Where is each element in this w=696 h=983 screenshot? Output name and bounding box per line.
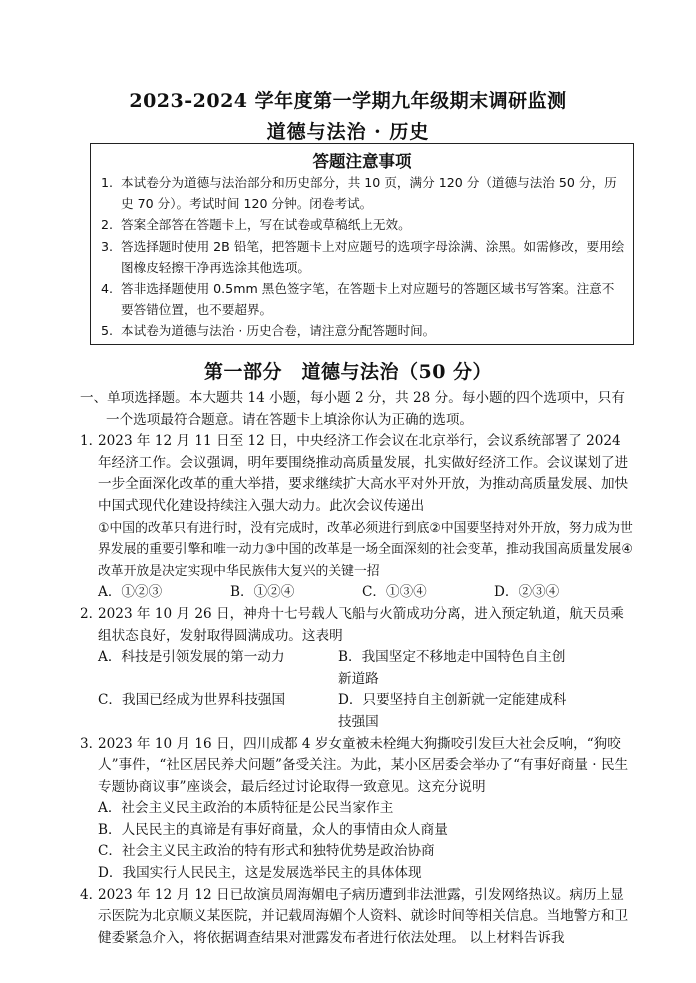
option-d: D．②③④ [494,584,560,601]
option-a: A．社会主义民主政治的本质特征是公民当家作主 [98,800,394,817]
question-1 [80,431,636,604]
notice-item-number: 4. [101,281,114,297]
options-row [98,582,636,604]
option-a: A．①②③ [98,584,163,601]
options-row [98,647,636,690]
option-d: D．我国实行人民民主，这是发展选举民主的具体体现 [98,865,422,882]
notice-item-text: 答案全部答在答题卡上，写在试卷或草稿纸上无效。 [121,217,411,233]
option-c: C．我国已经成为世界科技强国 [98,692,286,709]
notice-item [91,214,633,235]
option-b: B．我国坚定不移地走中国特色自主创新道路 [338,649,566,687]
exam-title: 2023-2024 学年度第一学期九年级期末调研监测 [129,90,567,112]
question-statements: ①中国的改革只有进行时，没有完成时，改革必须进行到底②中国要坚持对外开放，努力成为世界发展的重要引擎和唯一动力③中国的改革是一场全面深刻的社会变革，推动我国高质量发展④改革开放是决定实现中华民族伟大复兴的关键一招 [98,520,633,579]
option-c: C．①③④ [362,584,427,601]
question-stem: 2023 年 12 月 12 日已故演员周海媚电子病历遭到非法泄露，引发网络热议。病历上显示医院为北京顺义某医院，并记载周海媚个人资料、就诊时间等相关信息。当地警方和卫健委紧急介入，将依据调查结果对泄露发布者进行依法处理。 以上材料告诉我 [98,886,629,946]
option-b: B．①②④ [230,584,295,601]
option-a: A．科技是引领发展的第一动力 [98,649,285,666]
questions-area [80,388,636,949]
notice-item-text: 答非选择题使用 0.5mm 黑色签字笔，在答题卡上对应题号的答题区域书写答案。注意不要答错位置，也不要超界。 [121,281,615,318]
question-number: 2． [80,605,103,622]
question-number: 1． [80,433,103,450]
notice-item [91,236,633,278]
notice-title: 答题注意事项 [312,152,412,171]
option-d: D．只要坚持自主创新就一定能建成科技强国 [338,692,567,730]
option-b: B．人民民主的真谛是有事好商量，众人的事情由众人商量 [98,821,448,838]
notice-item-number: 2. [101,217,114,233]
notice-item-number: 5. [101,323,114,339]
notice-item-text: 答选择题时使用 2B 铅笔，把答题卡上对应题号的选项字母涂满、涂黑。如需修改，要用绘图橡皮轻擦干净再选涂其他选项。 [121,238,625,275]
question-number: 3． [80,735,103,752]
notice-item [91,278,633,320]
section-instructions: 一、单项选择题。本大题共 14 小题，每小题 2 分，共 28 分。每小题的四个选项中，只有一个选项最符合题意。请在答题卡上填涂你认为正确的选项。 [80,390,625,428]
notice-item-text: 本试卷为道德与法治 · 历史合卷，请注意分配答题时间。 [121,323,436,339]
notice-list [91,172,633,342]
question-stem: 2023 年 10 月 26 日，神舟十七号载人飞船与火箭成功分离，进入预定轨道，航天员乘组状态良好，发射取得圆满成功。这表明 [98,605,624,644]
question-stem: 2023 年 12 月 11 日至 12 日，中央经济工作会议在北京举行，会议系统部署了 2024 年经济工作。会议强调，明年要围绕推动高质量发展，扎实做好经济工作。会议谋划了进一步全面深化改革的重大举措，要求继续扩大高水平对外开放，为推动高质量发展、加快中国式现代化建设持续注入强大动力。此次会议传递出 [98,433,629,514]
exam-subtitle: 道德与法治 · 历史 [266,121,430,143]
question-2 [80,604,636,734]
question-3 [80,734,636,885]
option-c: C．社会主义民主政治的特有形式和独特优势是政治协商 [98,843,435,860]
notice-item [91,320,633,341]
notice-item [91,172,633,214]
notice-item-number: 3. [101,238,114,254]
question-stem: 2023 年 10 月 16 日，四川成都 4 岁女童被未栓绳大狗撕咬引发巨大社会反响，“狗咬人”事件，“社区居民养犬问题”备受关注。为此，某小区居委会举办了“有事好商量 · 民生专题协商议事”座谈会，最后经过讨论取得一致意见。这充分说明 [98,735,629,795]
question-4 [80,885,636,950]
question-number: 4． [80,886,103,903]
notice-item-text: 本试卷分为道德与法治部分和历史部分，共 10 页，满分 120 分（道德与法治 50 分，历史 70 分）。考试时间 120 分钟。闭卷考试。 [121,175,617,212]
notice-item-number: 1. [101,175,114,190]
notice-box [90,143,634,345]
options-row [98,690,636,733]
section-heading: 第一部分 道德与法治（50 分） [203,361,493,383]
